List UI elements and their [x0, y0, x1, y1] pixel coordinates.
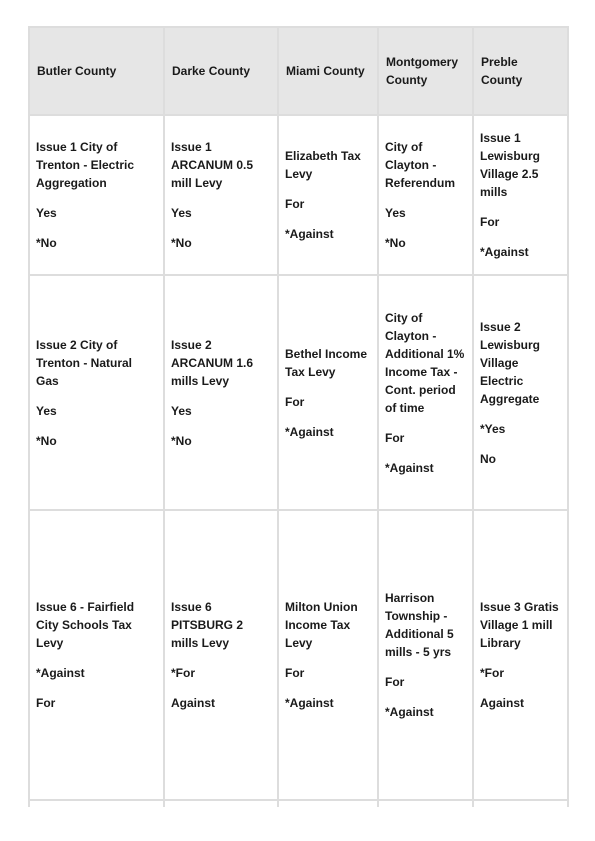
- vote-option: *No: [171, 236, 192, 250]
- vote-option: No: [480, 451, 496, 466]
- issue-title: City of Clayton - Referendum: [385, 140, 456, 190]
- issue-title: Issue 2 Lewisburg Village Electric Aggregate: [480, 319, 541, 406]
- issue-title: Issue 6 - Fairfield City Schools Tax Levy: [36, 600, 135, 650]
- table-cell: [29, 800, 164, 807]
- table-cell: [378, 510, 473, 800]
- vote-option: *Against: [36, 666, 85, 680]
- table-cell: [278, 275, 378, 510]
- issue-title: City of Clayton - Additional 1% Income Tax - Cont. period of time: [385, 310, 465, 415]
- table-row: [29, 275, 568, 510]
- vote-option: Yes: [36, 206, 57, 220]
- issue-title: Issue 6 PITSBURG 2 mills Levy: [171, 600, 244, 650]
- vote-option: For: [385, 430, 405, 445]
- header-montgomery-county: Montgomery County: [378, 27, 473, 115]
- vote-option: Yes: [36, 403, 57, 418]
- table-cell: [473, 115, 568, 275]
- vote-option: *No: [36, 433, 57, 448]
- vote-option: For: [285, 197, 305, 211]
- table-cell: [29, 510, 164, 800]
- vote-option: Yes: [385, 206, 406, 220]
- table-cell: [164, 275, 278, 510]
- vote-option: *Against: [285, 696, 334, 710]
- vote-option: *No: [385, 236, 406, 250]
- vote-option: Yes: [171, 206, 192, 220]
- issue-title: Issue 1 Lewisburg Village 2.5 mills: [480, 131, 541, 199]
- table-row: [29, 510, 568, 800]
- vote-option: For: [385, 675, 405, 689]
- vote-option: *Against: [285, 424, 334, 439]
- vote-option: Against: [171, 696, 216, 710]
- table-cell: [164, 510, 278, 800]
- vote-option: *Against: [480, 245, 529, 259]
- table-cell: [473, 800, 568, 807]
- vote-option: Against: [480, 696, 525, 710]
- issue-title: Issue 1 ARCANUM 0.5 mill Levy: [171, 140, 254, 190]
- header-darke-county: Darke County: [164, 27, 278, 115]
- vote-option: *Against: [285, 227, 334, 241]
- table-cell: [278, 510, 378, 800]
- header-butler-county: Butler County: [29, 27, 164, 115]
- vote-option: *For: [480, 666, 504, 680]
- issue-title: Harrison Township - Additional 5 mills - 5 yrs: [385, 591, 454, 659]
- table-cell: [164, 115, 278, 275]
- ballot-issues-table: [28, 26, 569, 807]
- issue-title: Issue 3 Gratis Village 1 mill Library: [480, 600, 559, 650]
- vote-option: *No: [171, 433, 192, 448]
- table-cell: [378, 275, 473, 510]
- header-miami-county: Miami County: [278, 27, 378, 115]
- issue-title: Milton Union Income Tax Levy: [285, 600, 358, 650]
- issue-title: Issue 2 City of Trenton - Natural Gas: [36, 337, 133, 388]
- vote-option: *No: [36, 236, 57, 250]
- table-row: [29, 115, 568, 275]
- vote-option: *Against: [385, 460, 434, 475]
- table-cell: [473, 510, 568, 800]
- vote-option: *Yes: [480, 421, 506, 436]
- vote-option: *For: [171, 666, 195, 680]
- table-cell: [473, 275, 568, 510]
- table-row-continuation: [29, 800, 568, 807]
- table-cell: [278, 115, 378, 275]
- table-cell: [378, 800, 473, 807]
- vote-option: For: [36, 696, 56, 710]
- table-cell: [29, 275, 164, 510]
- table-cell: [378, 115, 473, 275]
- table-cell: [278, 800, 378, 807]
- vote-option: Yes: [171, 403, 192, 418]
- vote-option: *Against: [385, 705, 434, 719]
- vote-option: For: [480, 215, 500, 229]
- header-preble-county: Preble County: [473, 27, 568, 115]
- vote-option: For: [285, 666, 305, 680]
- table-cell: [164, 800, 278, 807]
- issue-title: Bethel Income Tax Levy: [285, 346, 368, 379]
- issue-title: Elizabeth Tax Levy: [285, 149, 361, 181]
- issue-title: Issue 1 City of Trenton - Electric Aggregation: [36, 140, 135, 190]
- issue-title: Issue 2 ARCANUM 1.6 mills Levy: [171, 337, 254, 388]
- table-cell: [29, 115, 164, 275]
- vote-option: For: [285, 394, 305, 409]
- header-row: [29, 27, 568, 115]
